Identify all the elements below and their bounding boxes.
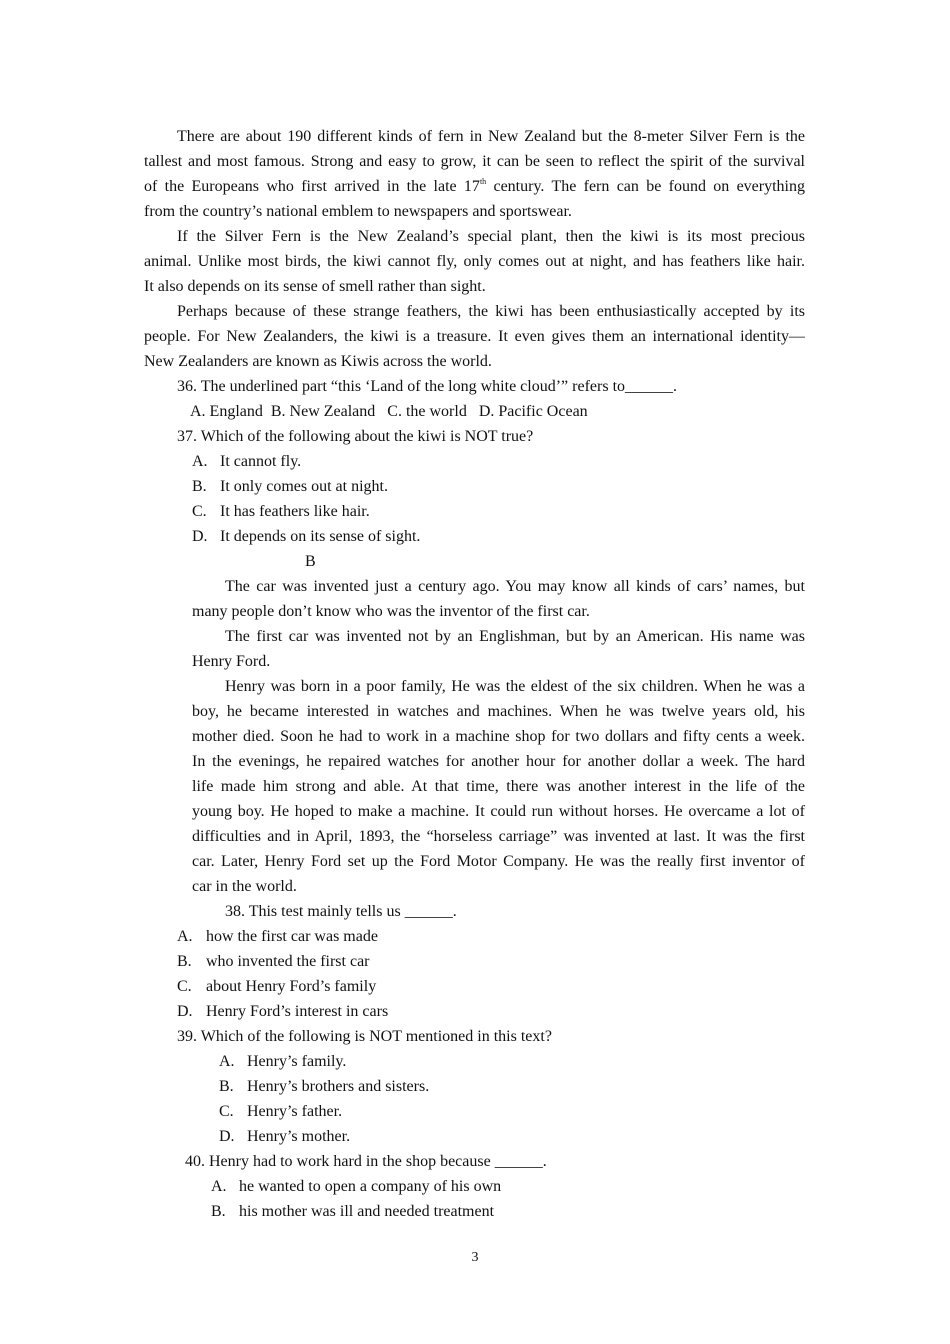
option-b: B. It only comes out at night. <box>192 478 388 495</box>
paragraph-line: mother died. Soon he had to work in a machine shop for two dollars and fifty cents a week. <box>192 728 805 745</box>
option-a: A. It cannot fly. <box>192 453 302 470</box>
paragraph-line: car in the world. <box>192 878 297 895</box>
paragraph-line: Henry Ford. <box>192 653 271 670</box>
option-b: B. who invented the first car <box>177 953 370 970</box>
paragraph-line: New Zealanders are known as Kiwis across the world. <box>144 353 492 370</box>
paragraph-line: life made him strong and able. At that time, there was another interest in the life of the <box>192 778 805 795</box>
question-stem: 39. Which of the following is NOT mentioned in this text? <box>177 1028 552 1045</box>
option-c: C. It has feathers like hair. <box>192 503 370 520</box>
option-c: C. Henry’s father. <box>219 1103 343 1120</box>
question-stem: 38. This test mainly tells us ______. <box>225 903 457 920</box>
paragraph-line: from the country’s national emblem to newspapers and sportswear. <box>144 203 572 220</box>
paragraph-line: animal. Unlike most birds, the kiwi cannot fly, only comes out at night, and has feathers like hair. <box>144 253 805 270</box>
option-a: A. he wanted to open a company of his own <box>211 1178 502 1195</box>
paragraph-line: It also depends on its sense of smell rather than sight. <box>144 278 486 295</box>
option-a: A. Henry’s family. <box>219 1053 347 1070</box>
paragraph-line: If the Silver Fern is the New Zealand’s special plant, then the kiwi is its most precious <box>177 228 805 245</box>
paragraph-line: boy, he became interested in watches and machines. When he was twelve years old, his <box>192 703 805 720</box>
question-stem: 37. Which of the following about the kiwi is NOT true? <box>177 428 534 445</box>
paragraph-line: of the Europeans who first arrived in the late 17th century. The fern can be found on everything <box>144 177 805 195</box>
paragraph-line: Perhaps because of these strange feathers, the kiwi has been enthusiastically accepted by its <box>177 303 805 320</box>
question-stem: 36. The underlined part “this ‘Land of the long white cloud’” refers to______. <box>177 378 678 395</box>
option-a: A. how the first car was made <box>177 928 378 945</box>
paragraph-line: In the evenings, he repaired watches for another hour for another dollar a week. The hard <box>192 753 805 770</box>
paragraph-line: Henry was born in a poor family, He was the eldest of the six children. When he was a <box>225 678 805 695</box>
section-heading: B <box>305 553 316 570</box>
paragraph-line: people. For New Zealanders, the kiwi is a treasure. It even gives them an international identity— <box>144 328 805 345</box>
paragraph-line: car. Later, Henry Ford set up the Ford Motor Company. He was the really first inventor of <box>192 853 805 870</box>
option-b: B. Henry’s brothers and sisters. <box>219 1078 430 1095</box>
option-d: D. Henry’s mother. <box>219 1128 351 1145</box>
question-stem: 40. Henry had to work hard in the shop because ______. <box>185 1153 547 1170</box>
option-c: C. about Henry Ford’s family <box>177 978 377 995</box>
paragraph-line: young boy. He hoped to make a machine. It could run without horses. He overcame a lot of <box>192 803 805 820</box>
paragraph-line: The first car was invented not by an Englishman, but by an American. His name was <box>225 628 805 645</box>
paragraph-line: many people don’t know who was the inventor of the first car. <box>192 603 590 620</box>
option-b: B. his mother was ill and needed treatment <box>211 1203 495 1220</box>
option-d: D. Henry Ford’s interest in cars <box>177 1003 389 1020</box>
page-number: 3 <box>471 1250 479 1265</box>
paragraph-line: There are about 190 different kinds of fern in New Zealand but the 8-meter Silver Fern is the <box>177 128 805 145</box>
question-options: A. England B. New Zealand C. the world D. Pacific Ocean <box>190 403 588 420</box>
paragraph-line: The car was invented just a century ago. You may know all kinds of cars’ names, but <box>225 578 805 595</box>
paragraph-line: difficulties and in April, 1893, the “horseless carriage” was invented at last. It was the first <box>192 828 805 845</box>
paragraph-line: tallest and most famous. Strong and easy to grow, it can be seen to reflect the spirit of the survival <box>144 153 805 170</box>
option-d: D. It depends on its sense of sight. <box>192 528 421 545</box>
